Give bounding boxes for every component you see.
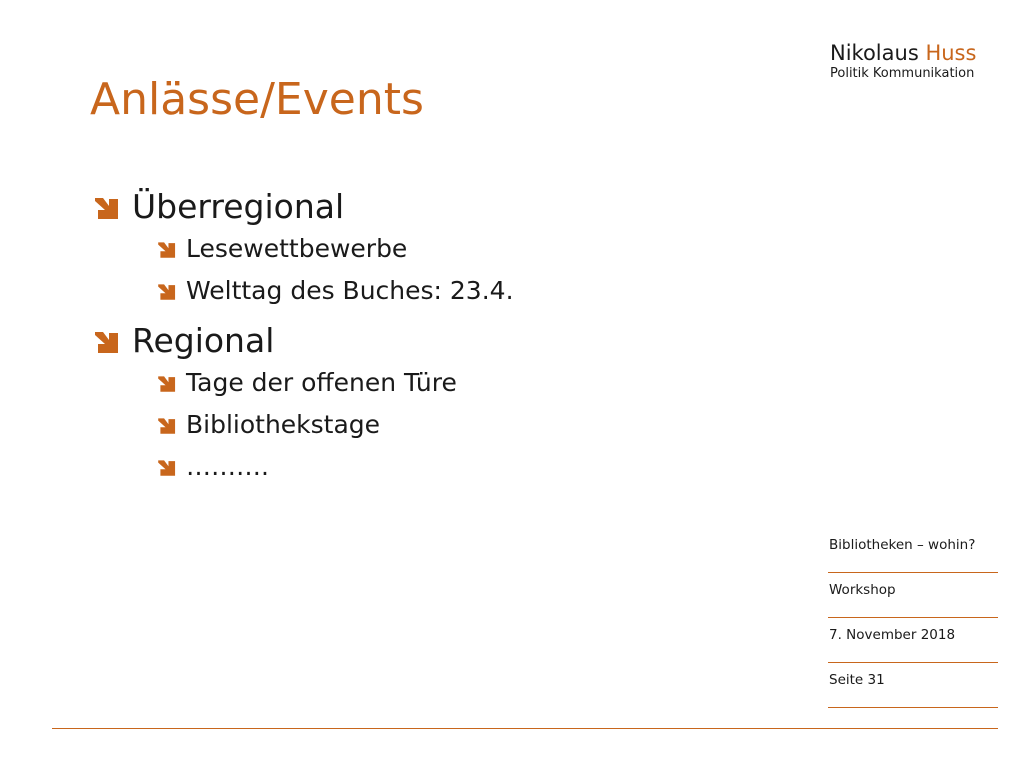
info-item-event — [828, 573, 998, 618]
bottom-divider — [52, 728, 998, 729]
info-topic: Bibliotheken – wohin? — [829, 537, 976, 553]
slide-title: Anlässe/Events — [90, 74, 424, 125]
right-down-arrow-icon — [156, 456, 178, 478]
right-down-arrow-icon — [156, 414, 178, 436]
right-down-arrow-icon — [156, 238, 178, 260]
brand-block — [830, 40, 1020, 82]
info-item-page — [828, 663, 998, 708]
right-down-arrow-icon — [156, 372, 178, 394]
brand-subtitle: Politik Kommunikation — [830, 66, 975, 81]
sub-bullet-label: Bibliothekstage — [186, 410, 381, 439]
info-page-number: Seite 31 — [829, 672, 885, 688]
info-item-date — [828, 618, 998, 663]
sub-bullet-label: Tage der offenen Türe — [186, 368, 457, 397]
info-item-topic — [828, 528, 998, 573]
right-down-arrow-icon — [156, 280, 178, 302]
info-event: Workshop — [829, 582, 896, 598]
brand-first-name: Nikolaus — [830, 41, 919, 65]
info-date: 7. November 2018 — [829, 627, 956, 643]
info-panel — [828, 528, 998, 708]
right-down-arrow-icon — [92, 192, 122, 222]
sub-bullet-label: Lesewettbewerbe — [186, 234, 408, 263]
bullet-label: Überregional — [132, 187, 345, 226]
right-down-arrow-icon — [92, 326, 122, 356]
bullet-label: Regional — [132, 321, 275, 360]
brand-last-name: Huss — [925, 41, 977, 65]
sub-bullet-label: Welttag des Buches: 23.4. — [186, 276, 514, 305]
brand-name — [830, 40, 1020, 66]
sub-bullet-label: ………. — [186, 452, 269, 481]
